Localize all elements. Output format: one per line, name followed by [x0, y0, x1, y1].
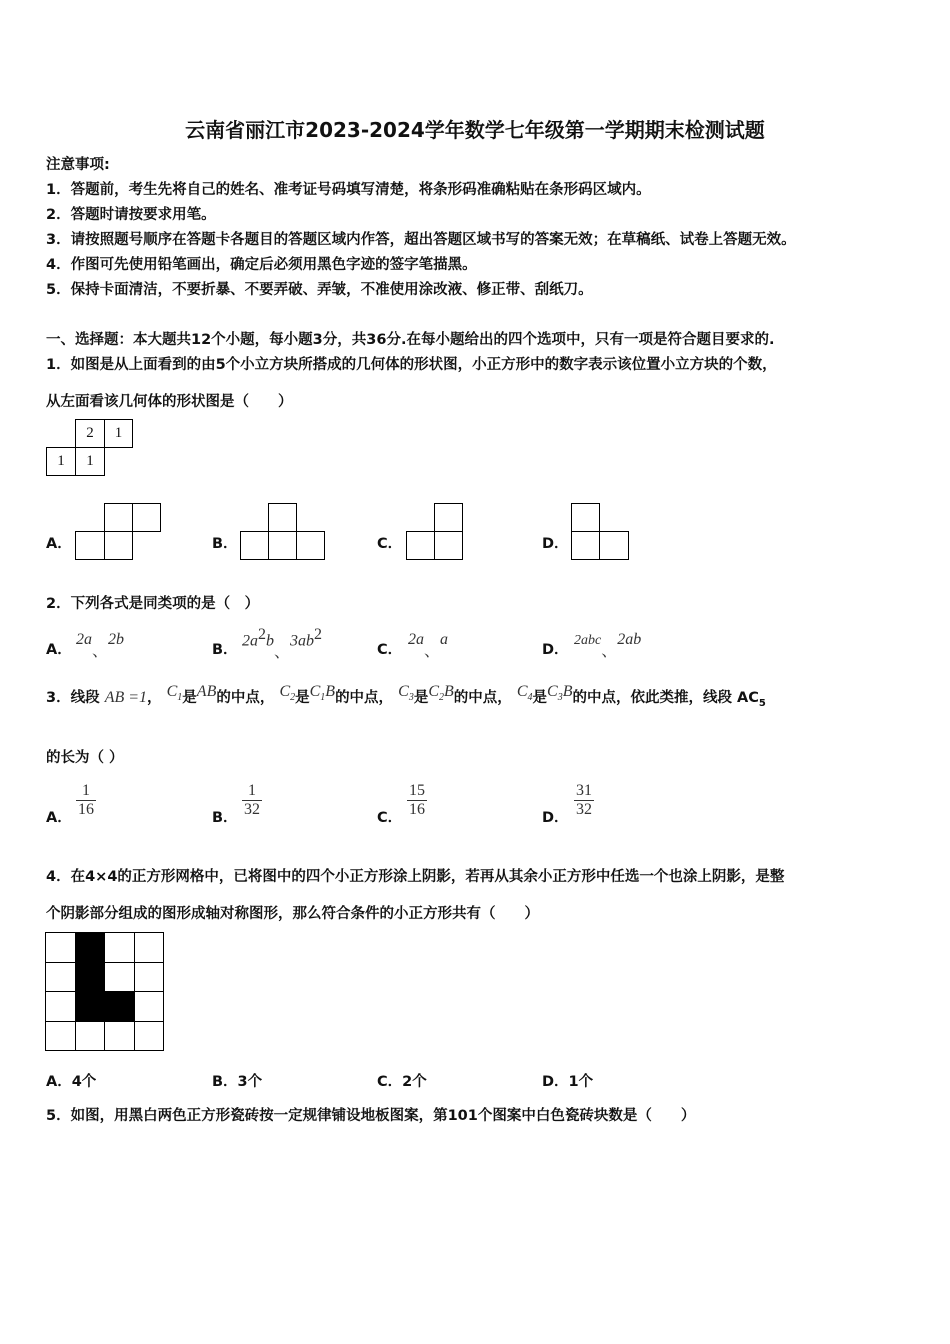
q3-sub: 2	[290, 692, 296, 704]
q3-text: 是	[532, 690, 548, 706]
q3-math: C	[279, 683, 291, 700]
notice-item: 1．答题前，考生先将自己的姓名、准考证号码填写清楚，将条形码准确粘贴在条形码区域内。	[46, 182, 651, 198]
q1-option-d-label: D．	[542, 536, 569, 552]
q2-d-term2: 2ab	[617, 631, 642, 648]
q3-sub: 4	[527, 692, 533, 704]
q1-grid-cell: 1	[75, 447, 105, 476]
q3-sub: 3	[408, 692, 414, 704]
q4-grid-cell	[104, 1021, 135, 1052]
q3-stem-line2: 的长为（ ）	[46, 750, 124, 766]
q2-sep: 、	[274, 644, 291, 662]
q3-text: 是	[413, 690, 429, 706]
q3-text: 是	[295, 690, 310, 706]
q3-text: 是	[182, 690, 197, 706]
notice-heading: 注意事项:	[46, 157, 110, 173]
q3-math: C	[166, 683, 178, 700]
q3-option-a-value	[76, 780, 96, 819]
q4-grid-cell	[45, 991, 76, 1022]
q1-grid-cell: 1	[46, 447, 76, 476]
q4-grid-cell	[45, 932, 76, 963]
q4-grid-cell	[75, 962, 106, 993]
q3-option-d-value	[574, 780, 594, 819]
q2-option-d	[574, 626, 642, 660]
q4-grid-cell	[134, 991, 165, 1022]
q2-option-d-label: D．	[542, 642, 569, 658]
fraction-numerator: 15	[409, 782, 425, 799]
q1-option-a-label: A．	[46, 536, 72, 552]
q4-option-b: B．3个	[212, 1074, 263, 1090]
q3-option-c-label: C．	[377, 810, 403, 826]
q4-grid-cell	[104, 991, 135, 1022]
q2-b-term1: 2a	[242, 632, 258, 650]
q3-option-d-label: D．	[542, 810, 569, 826]
q3-sub: 1	[177, 692, 183, 704]
q3-option-b-label: B．	[212, 810, 238, 826]
q4-option-c: C．2个	[377, 1074, 427, 1090]
q4-grid-cell	[45, 962, 76, 993]
q2-sep: 、	[92, 643, 109, 660]
q2-a-term1: 2a	[76, 631, 92, 648]
q2-option-a	[76, 626, 125, 660]
q3-sub: 2	[439, 692, 444, 704]
q2-b-term1-exp: 2	[258, 626, 266, 643]
q4-stem-line1: 4．在4×4的正方形网格中，已将图中的四个小正方形涂上阴影，若再从其余小正方形中任选一个也涂上阴影，是整	[46, 869, 785, 885]
notice-item: 5．保持卡面清洁，不要折暴、不要弄破、弄皱，不准使用涂改液、修正带、刮纸刀。	[46, 282, 593, 298]
q3-sub: 3	[557, 692, 563, 704]
page-title: 云南省丽江市2023-2024学年数学七年级第一学期期末检测试题	[185, 118, 765, 142]
q2-sep: 、	[424, 643, 441, 660]
fraction-denominator: 32	[244, 801, 260, 818]
q3-math: C	[398, 683, 409, 700]
q3-option-b-value	[242, 780, 262, 819]
q1-option-c-label: C．	[377, 536, 403, 552]
q3-text: 的中点，	[453, 690, 512, 706]
q4-option-a: A．4个	[46, 1074, 97, 1090]
q4-grid-cell	[104, 932, 135, 963]
q2-b-term1-tail: b	[266, 632, 274, 650]
q2-stem: 2．下列各式是同类项的是（ ）	[46, 596, 260, 612]
q3-stem-line1	[46, 683, 766, 710]
q2-sep: 、	[601, 643, 618, 660]
q2-c-term2: a	[440, 631, 449, 648]
q3-sub: 1	[320, 692, 326, 704]
fraction-numerator: 1	[248, 782, 256, 799]
q1-stem-line1: 1．如图是从上面看到的由5个小立方块所搭成的几何体的形状图，小正方形中的数字表示该位置小立方块的个数，	[46, 357, 777, 373]
q1-grid-cell: 2	[75, 419, 105, 448]
q3-math: AB =1	[104, 689, 148, 706]
q3-text: 的中点，	[216, 690, 275, 706]
q4-option-d: D．1个	[542, 1074, 594, 1090]
fraction-denominator: 32	[576, 801, 592, 818]
notice-item: 2．答题时请按要求用笔。	[46, 207, 216, 223]
q3-text: 的中点，	[335, 690, 394, 706]
q1-stem-line2: 从左面看该几何体的形状图是（ ）	[46, 394, 293, 410]
q4-grid-cell	[75, 991, 106, 1022]
q2-option-c-label: C．	[377, 642, 403, 658]
q1-grid-cell: 1	[104, 419, 133, 448]
q4-grid-cell	[134, 1021, 165, 1052]
fraction-denominator: 16	[409, 801, 425, 818]
q2-option-a-label: A．	[46, 642, 72, 658]
q2-c-term1: 2a	[408, 631, 424, 648]
q4-grid-cell	[75, 1021, 106, 1052]
fraction-numerator: 1	[82, 782, 90, 799]
q3-text: ，	[147, 690, 162, 706]
q3-math: AB	[196, 683, 217, 700]
q4-grid-figure	[45, 932, 164, 1050]
q2-b-term2: 3ab	[290, 632, 315, 650]
q5-stem: 5．如图，用黑白两色正方形瓷砖按一定规律铺设地板图案，第101个图案中白色瓷砖块数是（ ）	[46, 1108, 696, 1124]
q2-option-b-label: B．	[212, 642, 238, 658]
q4-stem-line2: 个阴影部分组成的图形成轴对称图形，那么符合条件的小正方形共有（ ）	[46, 906, 539, 922]
fraction-denominator: 16	[78, 801, 94, 818]
q3-option-c-value	[407, 780, 427, 819]
q4-grid-cell	[134, 932, 165, 963]
notice-item: 4．作图可先使用铅笔画出，确定后必须用黑色字迹的签字笔描黑。	[46, 257, 477, 273]
q3-option-a-label: A．	[46, 810, 72, 826]
section-heading: 一、选择题：本大题共12个小题，每小题3分，共36分.在每小题给出的四个选项中，只有一项是符合题目要求的.	[46, 332, 775, 348]
q3-math: B	[562, 683, 573, 700]
q4-grid-cell	[134, 962, 165, 993]
q2-a-term2: 2b	[108, 631, 125, 648]
q3-math: B	[325, 683, 336, 700]
fraction-numerator: 31	[576, 782, 592, 799]
q3-text: 3．线段	[46, 690, 100, 706]
q4-grid-cell	[104, 962, 135, 993]
q4-grid-cell	[75, 932, 106, 963]
q4-grid-cell	[45, 1021, 76, 1052]
q3-math: C	[516, 683, 528, 700]
q2-option-c	[408, 626, 449, 660]
q3-math: C	[428, 683, 439, 700]
q3-math: B	[444, 683, 454, 700]
q1-option-b-label: B．	[212, 536, 238, 552]
q2-d-term1: 2abc	[574, 633, 602, 648]
q2-b-term2-exp: 2	[314, 626, 323, 643]
q3-math: C	[547, 683, 558, 700]
q2-option-b	[242, 626, 323, 662]
q3-sub: 5	[758, 698, 766, 710]
q3-math: C	[309, 683, 321, 700]
notice-item: 3．请按照题号顺序在答题卡各题目的答题区域内作答，超出答题区域书写的答案无效；在草稿纸、试卷上答题无效。	[46, 232, 796, 248]
q3-text: 的中点，依此类推，线段 AC	[572, 690, 759, 706]
